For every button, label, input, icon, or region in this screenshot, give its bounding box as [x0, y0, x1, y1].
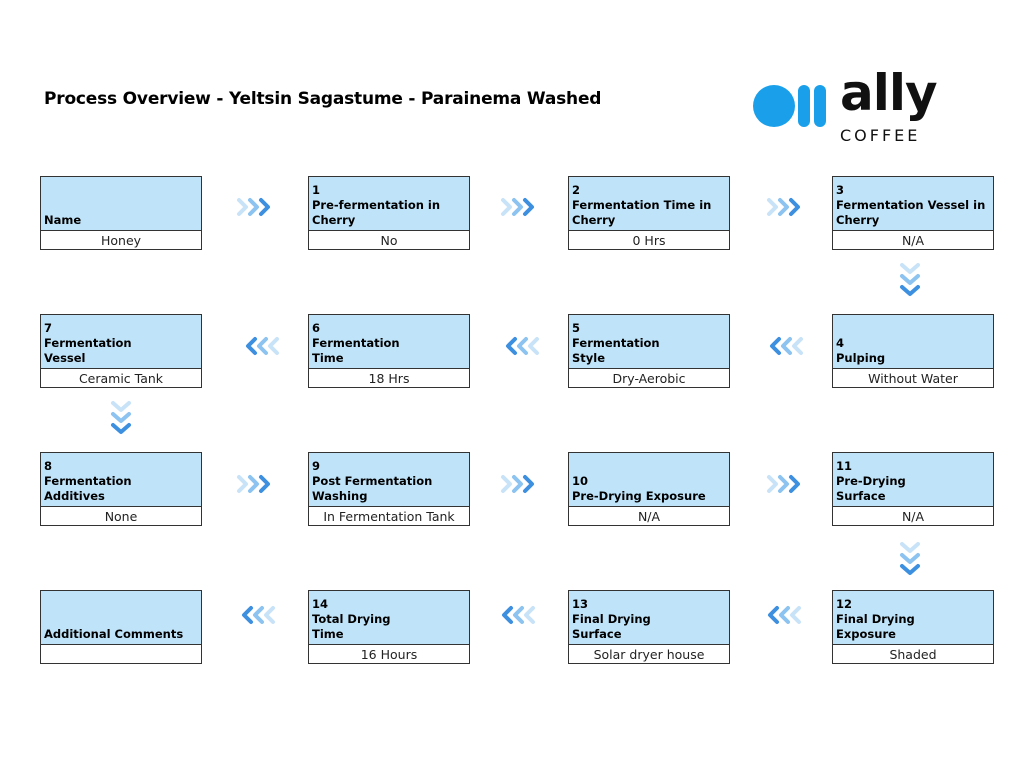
step-label: Name	[44, 213, 82, 227]
logo-subtitle: COFFEE	[840, 126, 921, 145]
step-number: 1	[312, 183, 321, 197]
arrow-down-icon	[899, 262, 921, 302]
step-box-9	[308, 452, 470, 526]
step-box-5	[568, 314, 730, 388]
step-label: Pre-Drying Surface	[836, 474, 906, 503]
step-box-8	[40, 452, 202, 526]
arrow-right-icon	[236, 474, 276, 494]
step-box-10	[568, 452, 730, 526]
step-number: 4	[836, 336, 845, 350]
step-value: Dry-Aerobic	[612, 371, 686, 386]
step-value: 0 Hrs	[632, 233, 666, 248]
step-label: Final Drying Exposure	[836, 612, 915, 641]
step-label: Pre-fermentation in Cherry	[312, 198, 441, 227]
arrow-right-icon	[500, 474, 540, 494]
arrow-right-icon	[500, 197, 540, 217]
logo-wordmark: ally	[840, 64, 937, 122]
step-label: Additional Comments	[44, 627, 184, 641]
step-label: Final Drying Surface	[572, 612, 651, 641]
step-label: Fermentation Vessel in Cherry	[836, 198, 986, 227]
step-value: None	[104, 509, 138, 524]
step-box-1	[308, 176, 470, 250]
step-number: 5	[572, 321, 581, 335]
step-box-11	[832, 452, 994, 526]
arrow-right-icon	[766, 474, 806, 494]
ally-coffee-logo	[752, 64, 974, 148]
logo-dots-icon	[752, 83, 834, 129]
page-title: Process Overview - Yeltsin Sagastume - Parainema Washed	[44, 89, 602, 109]
step-label: Fermentation Style	[572, 336, 660, 365]
step-label: Fermentation Time in Cherry	[572, 198, 712, 227]
step-box-12	[832, 590, 994, 664]
step-label: Total Drying Time	[312, 612, 391, 641]
step-box-7	[40, 314, 202, 388]
step-box-3	[832, 176, 994, 250]
step-value: In Fermentation Tank	[323, 509, 455, 524]
step-value: Shaded	[889, 647, 937, 662]
arrow-left-icon	[496, 605, 536, 625]
step-box-2	[568, 176, 730, 250]
step-box-name	[40, 176, 202, 250]
step-number: 11	[836, 459, 853, 473]
step-box-14	[308, 590, 470, 664]
step-value: Without Water	[868, 371, 958, 386]
arrow-left-icon	[764, 336, 804, 356]
step-value: 16 Hours	[360, 647, 418, 662]
arrow-right-icon	[766, 197, 806, 217]
step-number: 10	[572, 474, 589, 488]
arrow-down-icon	[110, 400, 132, 440]
step-label: Pre-Drying Exposure	[572, 489, 706, 503]
step-label: Fermentation Additives	[44, 474, 132, 503]
step-value: N/A	[901, 233, 925, 248]
step-value: Honey	[100, 233, 142, 248]
step-value	[41, 645, 201, 664]
step-value: N/A	[637, 509, 661, 524]
step-value: N/A	[901, 509, 925, 524]
step-number: 3	[836, 183, 845, 197]
step-number: 6	[312, 321, 321, 335]
step-number: 8	[44, 459, 53, 473]
step-number: 7	[44, 321, 53, 335]
step-number: 13	[572, 597, 589, 611]
step-value: 18 Hrs	[368, 371, 410, 386]
step-value: Solar dryer house	[593, 647, 705, 662]
arrow-down-icon	[899, 541, 921, 581]
step-box-13	[568, 590, 730, 664]
step-number: 14	[312, 597, 329, 611]
step-number: 2	[572, 183, 581, 197]
arrow-left-icon	[500, 336, 540, 356]
step-label: Fermentation Time	[312, 336, 400, 365]
arrow-left-icon	[240, 336, 280, 356]
arrow-left-icon	[762, 605, 802, 625]
step-label: Fermentation Vessel	[44, 336, 132, 365]
step-box-4	[832, 314, 994, 388]
step-box-additional-comments	[40, 590, 202, 664]
arrow-right-icon	[236, 197, 276, 217]
step-label: Post Fermentation Washing	[312, 474, 433, 503]
step-number: 12	[836, 597, 853, 611]
arrow-left-icon	[236, 605, 276, 625]
step-value: Ceramic Tank	[78, 371, 164, 386]
step-label: Pulping	[836, 351, 886, 365]
step-box-6	[308, 314, 470, 388]
step-number: 9	[312, 459, 321, 473]
step-value: No	[380, 233, 398, 248]
